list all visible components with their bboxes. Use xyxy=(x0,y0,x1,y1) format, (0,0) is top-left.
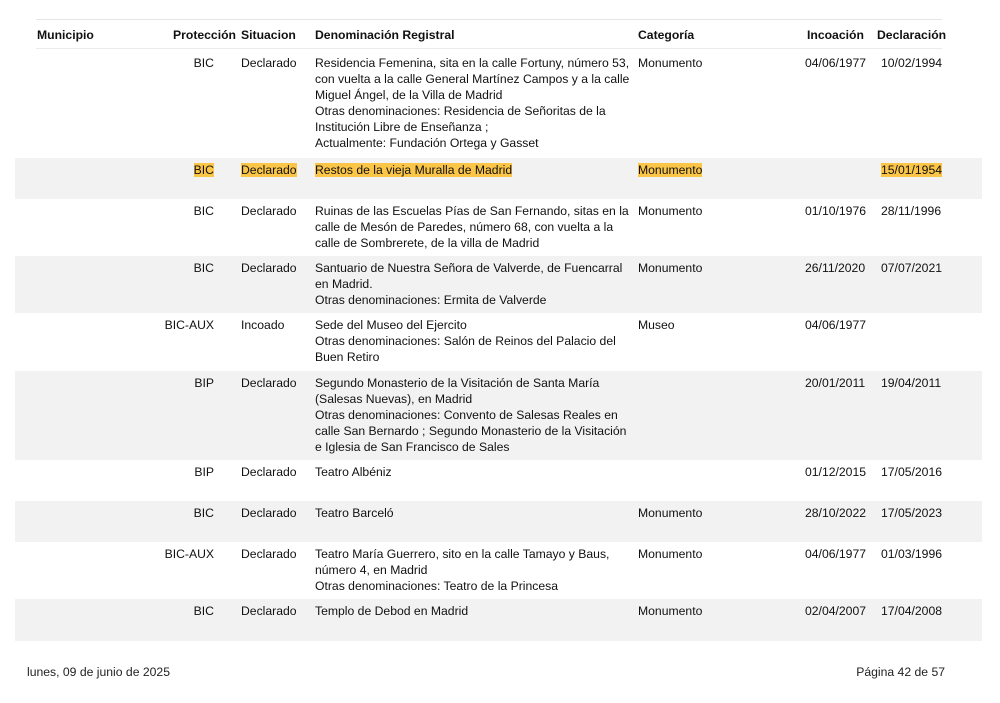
cell-proteccion xyxy=(15,464,214,480)
footer-date: lunes, 09 de junio de 2025 xyxy=(27,665,170,679)
cell-declaracion xyxy=(881,55,942,71)
header-proteccion: Protección xyxy=(173,28,236,42)
cell-declaracion-text: 28/11/1996 xyxy=(881,204,942,218)
cell-categoria xyxy=(638,317,675,333)
cell-proteccion xyxy=(15,162,214,178)
header-rule xyxy=(36,48,942,49)
cell-categoria xyxy=(638,603,702,619)
table-row xyxy=(15,501,982,542)
cell-categoria-text: Monumento xyxy=(638,547,703,561)
denominacion-line: Santuario de Nuestra Señora de Valverde, de Fuencarral xyxy=(315,261,623,275)
denominacion-line: Restos de la vieja Muralla de Madrid xyxy=(315,163,513,177)
cell-proteccion xyxy=(15,260,214,276)
cell-declaracion-text: 17/05/2023 xyxy=(881,506,942,520)
cell-incoacion xyxy=(805,260,865,276)
cell-situacion-text: Declarado xyxy=(241,56,297,70)
cell-incoacion-text: 04/06/1977 xyxy=(805,56,866,70)
cell-incoacion xyxy=(805,375,865,391)
table-row xyxy=(15,371,982,460)
table-header xyxy=(0,22,1000,48)
cell-categoria-text: Monumento xyxy=(638,604,703,618)
cell-proteccion-text: BIP xyxy=(194,465,214,479)
cell-proteccion xyxy=(15,317,214,333)
cell-declaracion-text: 17/04/2008 xyxy=(881,604,942,618)
cell-declaracion xyxy=(881,505,942,521)
cell-denominacion xyxy=(315,464,392,480)
cell-incoacion xyxy=(805,505,866,521)
denominacion-line: calle San Bernardo ; Segundo Monasterio de la Visitación xyxy=(315,424,627,438)
cell-denominacion xyxy=(315,162,512,178)
denominacion-line: e Iglesia de San Francisco de Sales xyxy=(315,440,510,454)
cell-categoria xyxy=(638,203,702,219)
cell-proteccion-text: BIC xyxy=(193,163,214,177)
cell-proteccion xyxy=(15,546,214,562)
denominacion-line: con vuelta a la calle General Martínez Campos y a la calle xyxy=(315,72,630,86)
cell-categoria-text: Monumento xyxy=(638,163,703,177)
denominacion-line: Teatro Albéniz xyxy=(315,465,392,479)
denominacion-line: calle de Mesón de Paredes, número 68, con vuelta a la xyxy=(315,220,614,234)
cell-categoria-text: Monumento xyxy=(638,56,703,70)
cell-denominacion xyxy=(315,317,616,365)
header-categoria: Categoría xyxy=(638,28,695,42)
cell-proteccion xyxy=(15,375,214,391)
cell-denominacion xyxy=(315,546,609,594)
header-incoacion: Incoación xyxy=(807,28,864,42)
header-situacion: Situacion xyxy=(241,28,296,42)
denominacion-line: Otras denominaciones: Convento de Salesas Reales en xyxy=(315,408,618,422)
cell-incoacion-text: 26/11/2020 xyxy=(805,261,866,275)
cell-incoacion xyxy=(805,55,866,71)
table-row xyxy=(15,313,982,371)
cell-situacion-text: Declarado xyxy=(241,547,297,561)
cell-declaracion-text: 17/05/2016 xyxy=(881,465,942,479)
denominacion-line: (Salesas Nuevas), en Madrid xyxy=(315,392,473,406)
cell-proteccion xyxy=(15,203,214,219)
cell-declaracion xyxy=(881,162,942,178)
cell-incoacion-text: 04/06/1977 xyxy=(805,547,866,561)
denominacion-line: Residencia Femenina, sita en la calle Fortuny, número 53, xyxy=(315,56,630,70)
denominacion-line: Teatro María Guerrero, sito en la calle Tamayo y Baus, xyxy=(315,547,610,561)
cell-declaracion-text: 07/07/2021 xyxy=(881,261,942,275)
cell-declaracion xyxy=(881,464,942,480)
denominacion-line: Actualmente: Fundación Ortega y Gasset xyxy=(315,136,539,150)
cell-categoria xyxy=(638,260,702,276)
cell-proteccion-text: BIC xyxy=(193,506,214,520)
cell-incoacion-text: 02/04/2007 xyxy=(805,604,866,618)
table-row xyxy=(15,460,982,501)
denominacion-line: Buen Retiro xyxy=(315,350,380,364)
cell-situacion xyxy=(241,55,297,71)
cell-declaracion xyxy=(881,203,941,219)
denominacion-line: Institución Libre de Enseñanza ; xyxy=(315,120,489,134)
table-row xyxy=(15,199,982,256)
cell-categoria-text: Museo xyxy=(638,318,675,332)
cell-declaracion xyxy=(881,603,942,619)
cell-declaracion xyxy=(881,546,942,562)
cell-situacion-text: Declarado xyxy=(241,261,297,275)
denominacion-line: Ruinas de las Escuelas Pías de San Fernando, sitas en la xyxy=(315,204,629,218)
cell-denominacion xyxy=(315,375,626,455)
denominacion-line: Templo de Debod en Madrid xyxy=(315,604,469,618)
cell-incoacion xyxy=(805,603,866,619)
table-row xyxy=(15,599,982,641)
denominacion-line: Otras denominaciones: Teatro de la Princesa xyxy=(315,579,558,593)
cell-declaracion-text: 15/01/1954 xyxy=(881,163,942,177)
denominacion-line: Segundo Monasterio de la Visitación de Santa María xyxy=(315,376,600,390)
cell-denominacion xyxy=(315,603,468,619)
cell-categoria-text: Monumento xyxy=(638,261,703,275)
header-declaracion: Declaración xyxy=(877,28,947,42)
denominacion-line: en Madrid. xyxy=(315,277,373,291)
cell-situacion-text: Declarado xyxy=(241,204,297,218)
cell-categoria xyxy=(638,55,702,71)
cell-situacion-text: Declarado xyxy=(241,604,297,618)
cell-declaracion-text: 19/04/2011 xyxy=(881,376,942,390)
cell-proteccion-text: BIP xyxy=(194,376,214,390)
cell-denominacion xyxy=(315,505,394,521)
footer-page-number: Página 42 de 57 xyxy=(856,665,945,679)
cell-categoria xyxy=(638,162,702,178)
cell-proteccion-text: BIC-AUX xyxy=(164,547,214,561)
cell-declaracion-text: 01/03/1996 xyxy=(881,547,942,561)
cell-situacion-text: Declarado xyxy=(241,506,297,520)
table-row xyxy=(15,158,982,199)
cell-proteccion-text: BIC-AUX xyxy=(164,318,214,332)
header-denominacion: Denominación Registral xyxy=(315,28,455,42)
cell-declaracion xyxy=(881,260,942,276)
cell-proteccion xyxy=(15,505,214,521)
cell-situacion xyxy=(241,505,297,521)
cell-incoacion xyxy=(805,317,866,333)
cell-situacion-text: Declarado xyxy=(241,163,297,177)
denominacion-line: Otras denominaciones: Salón de Reinos del Palacio del xyxy=(315,334,616,348)
cell-categoria-text: Monumento xyxy=(638,506,703,520)
cell-incoacion xyxy=(805,464,866,480)
cell-situacion xyxy=(241,162,297,178)
cell-proteccion-text: BIC xyxy=(193,204,214,218)
cell-situacion xyxy=(241,260,297,276)
cell-proteccion-text: BIC xyxy=(193,261,214,275)
cell-situacion-text: Incoado xyxy=(241,318,285,332)
cell-proteccion xyxy=(15,603,214,619)
cell-incoacion xyxy=(805,546,866,562)
denominacion-line: Otras denominaciones: Ermita de Valverde xyxy=(315,293,547,307)
cell-situacion xyxy=(241,317,284,333)
denominacion-line: Teatro Barceló xyxy=(315,506,394,520)
cell-situacion-text: Declarado xyxy=(241,465,297,479)
cell-proteccion-text: BIC xyxy=(193,56,214,70)
cell-proteccion-text: BIC xyxy=(193,604,214,618)
cell-categoria xyxy=(638,505,702,521)
cell-situacion-text: Declarado xyxy=(241,376,297,390)
cell-situacion xyxy=(241,375,297,391)
cell-denominacion xyxy=(315,203,629,251)
cell-situacion xyxy=(241,203,297,219)
cell-incoacion-text: 04/06/1977 xyxy=(805,318,866,332)
denominacion-line: Miguel Ángel, de la Villa de Madrid xyxy=(315,88,503,102)
cell-incoacion-text: 28/10/2022 xyxy=(805,506,866,520)
cell-categoria-text: Monumento xyxy=(638,204,703,218)
top-rule xyxy=(36,19,942,20)
cell-denominacion xyxy=(315,260,622,308)
cell-situacion xyxy=(241,546,297,562)
cell-incoacion-text: 20/01/2011 xyxy=(805,376,866,390)
table-row xyxy=(15,51,982,158)
cell-situacion xyxy=(241,464,297,480)
cell-declaracion xyxy=(881,375,941,391)
cell-incoacion-text: 01/10/1976 xyxy=(805,204,866,218)
cell-proteccion xyxy=(15,55,214,71)
table-row xyxy=(15,256,982,313)
denominacion-line: calle de Sombrerete, de la villa de Madrid xyxy=(315,236,540,250)
denominacion-line: Otras denominaciones: Residencia de Señoritas de la xyxy=(315,104,606,118)
table-row xyxy=(15,542,982,599)
cell-situacion xyxy=(241,603,297,619)
cell-incoacion-text: 01/12/2015 xyxy=(805,465,866,479)
header-municipio: Municipio xyxy=(37,28,94,42)
cell-categoria xyxy=(638,546,702,562)
cell-declaracion-text: 10/02/1994 xyxy=(881,56,942,70)
denominacion-line: número 4, en Madrid xyxy=(315,563,428,577)
denominacion-line: Sede del Museo del Ejercito xyxy=(315,318,467,332)
cell-incoacion xyxy=(805,203,866,219)
cell-denominacion xyxy=(315,55,629,151)
